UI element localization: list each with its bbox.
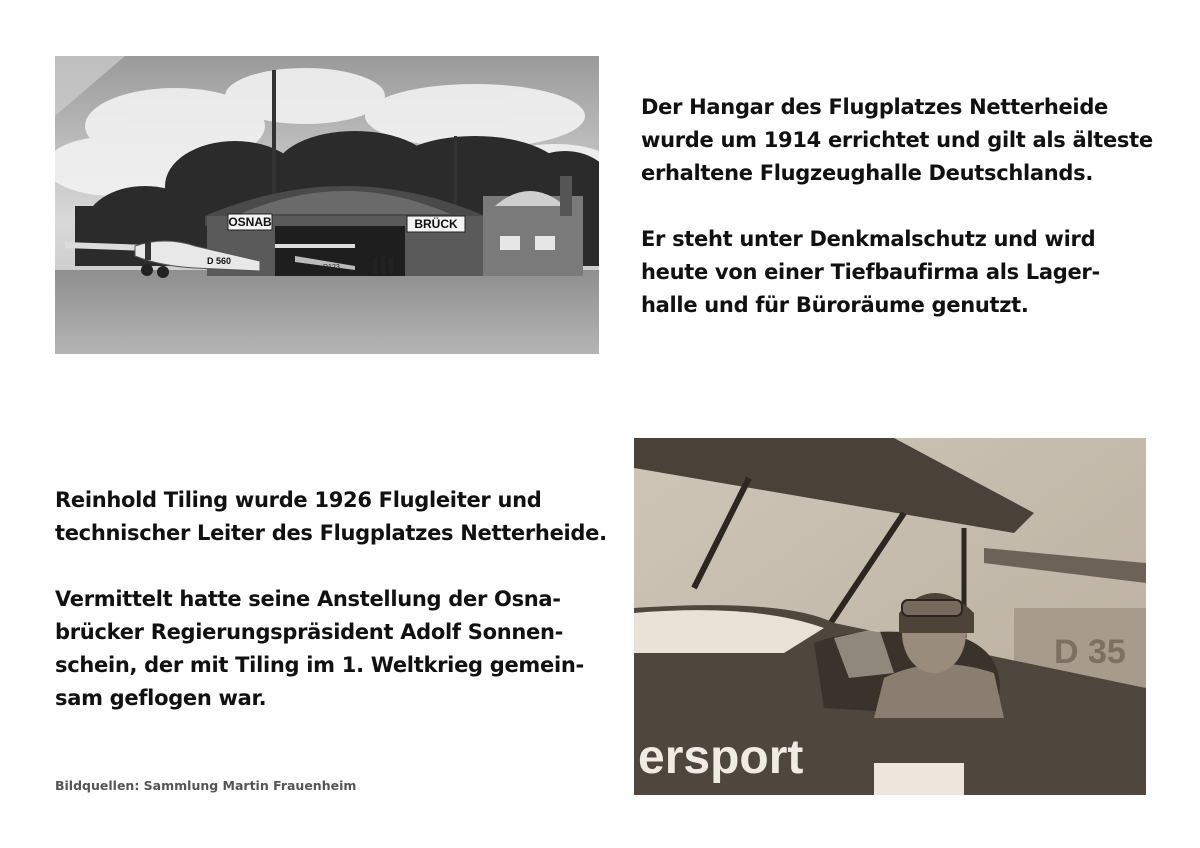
hangar-description (641, 91, 1171, 322)
text-line: Vermittelt hatte seine Anstellung der Osna- (55, 587, 561, 611)
tiling-paragraph-1 (55, 484, 615, 550)
text-line: brücker Regierungspräsident Adolf Sonnen- (55, 620, 564, 644)
hangar-door-opening (275, 226, 405, 276)
hangar-paragraph-1 (641, 91, 1171, 190)
text-line: wurde um 1914 errichtet und gilt als älteste (641, 128, 1153, 152)
fuselage-lettering: ersport (638, 731, 804, 784)
small-plane-registration: D123 (323, 264, 340, 271)
text-line: Der Hangar des Flugplatzes Netterheide (641, 95, 1108, 119)
text-line: halle und für Büroräume genutzt. (641, 293, 1029, 317)
airfield-ground (55, 270, 599, 354)
hangar-photo (55, 56, 599, 354)
text-line: sam geflogen war. (55, 686, 267, 710)
chimney (560, 176, 572, 216)
hangar-paragraph-2 (641, 223, 1171, 322)
text-line: erhaltene Flugzeughalle Deutschlands. (641, 161, 1094, 185)
text-line: heute von einer Tiefbaufirma als Lager- (641, 260, 1100, 284)
text-line: technischer Leiter des Flugplatzes Netterheide. (55, 521, 607, 545)
pilot-photo-drawing (634, 438, 1146, 795)
tiling-paragraph-2 (55, 583, 615, 715)
main-plane-propeller (145, 242, 151, 260)
hangar-photo-drawing (55, 56, 599, 354)
text-line: Reinhold Tiling wurde 1926 Flugleiter und (55, 488, 542, 512)
people (373, 256, 393, 274)
hangar-sign-right-text: BRÜCK (414, 217, 458, 231)
goggles (902, 600, 962, 616)
image-credit: Bildquellen: Sammlung Martin Frauenheim (55, 778, 357, 793)
text-line: schein, der mit Tiling im 1. Weltkrieg gemein- (55, 653, 584, 677)
pilot-photo (634, 438, 1146, 795)
text-line: Er steht unter Denkmalschutz und wird (641, 227, 1096, 251)
fuselage-marking (874, 763, 964, 795)
background-plane-text: D 35 (1054, 633, 1126, 671)
main-plane-registration: D 560 (207, 256, 232, 266)
tiling-description (55, 484, 615, 715)
hangar-sign-left-text: OSNAB (228, 215, 272, 229)
